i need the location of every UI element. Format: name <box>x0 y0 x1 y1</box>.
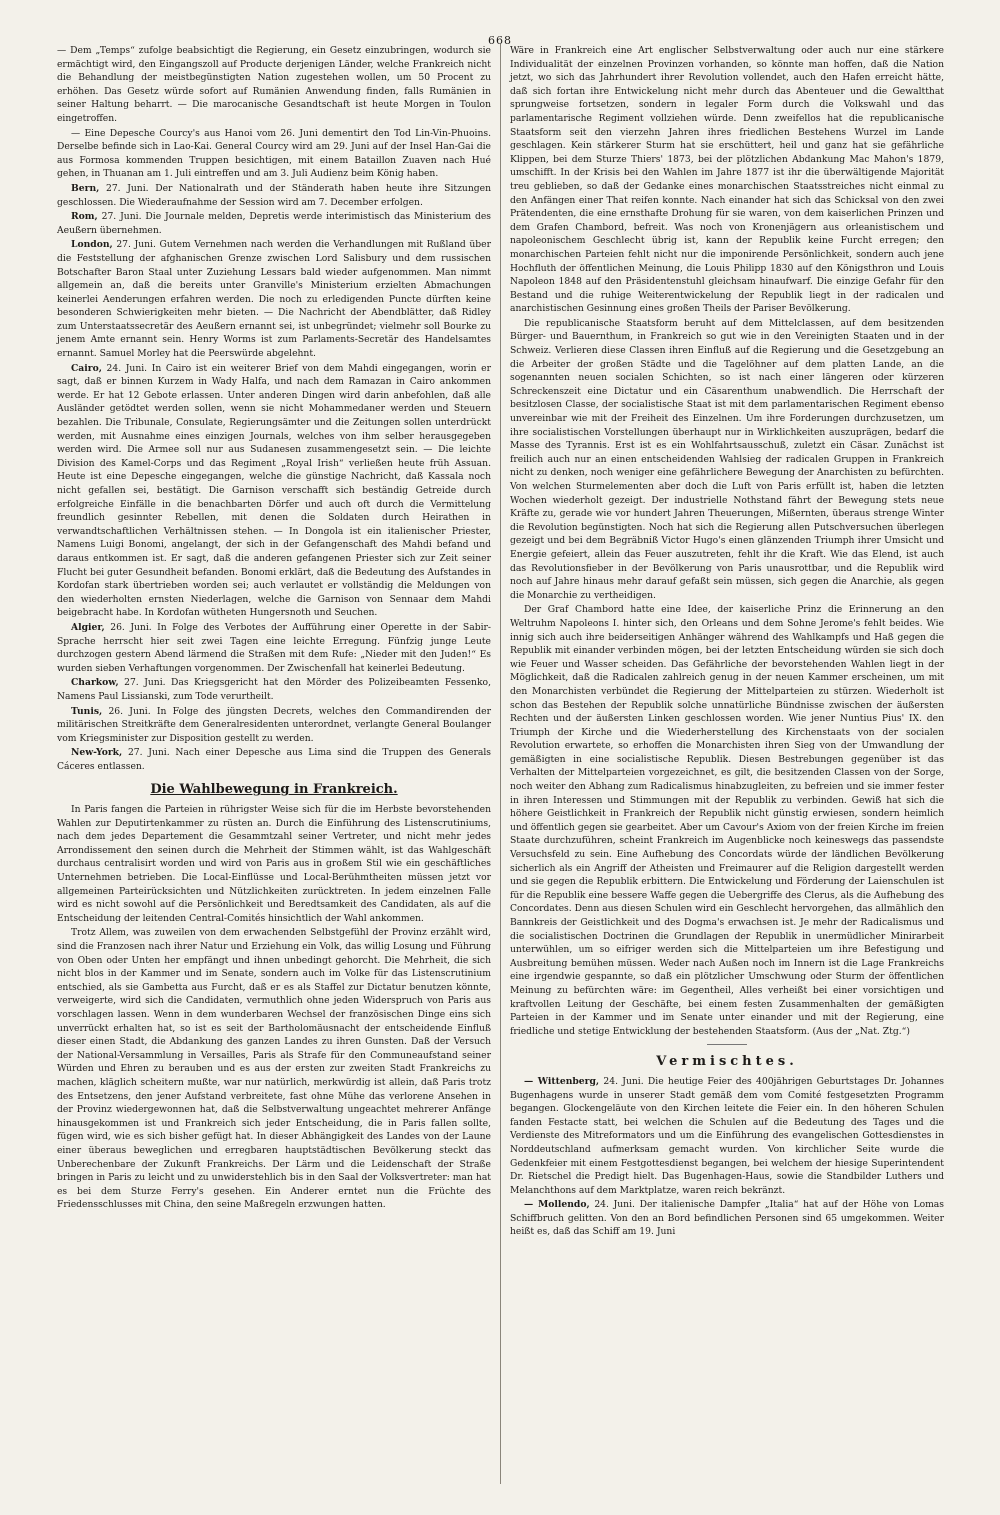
dateline: Bern, <box>71 182 100 194</box>
dateline: London, <box>71 239 113 251</box>
dateline: Algier, <box>71 621 105 633</box>
news-item: Rom, 27. Juni. Die Journale melden, Depretis werde interimistisch das Ministerium des Aeußern übernehmen. <box>57 211 491 236</box>
dateline: — Mollendo, <box>524 1199 590 1211</box>
news-item: — Dem „Temps“ zufolge beabsichtigt die Regierung, ein Gesetz einzubringen, wodurch sie ermächtigt wird, den Eingangszoll auf Producte derjenigen Länder, welche Frankreich nicht die Behandlung der meistbegünstigten Nation zugestehen wollen, um 50 Procent zu erhöhen. Das Gesetz würde sofort auf Rumänien Anwendung finden, falls Rumänien in seiner Haltung beharrt. — Die marocanische Gesandtschaft ist heute Morgen in Toulon eingetroffen. <box>57 45 491 124</box>
dateline: — Wittenberg, <box>524 1075 600 1087</box>
dateline: Tunis, <box>71 705 103 717</box>
news-item: New-York, 27. Juni. Nach einer Depesche aus Lima sind die Truppen des Generals Cáceres entlassen. <box>57 747 491 772</box>
dateline: New-York, <box>71 747 123 759</box>
news-item: Charkow, 27. Juni. Das Kriegsgericht hat den Mörder des Polizeibeamten Fessenko, Namens Paul Lissianski, zum Tode verurtheilt. <box>57 677 491 702</box>
article-paragraph: Trotz Allem, was zuweilen von dem erwachenden Selbstgefühl der Provinz erzählt wird, sind die Franzosen nach ihrer Natur und Erziehung ein Volk, das willig Losung und Führung von Oben oder Unten her empfängt und ihnen unbedingt gehorcht. Die Mehrheit, die sich nicht blos in der Kammer und im Senate, sondern auch im Volke für das Listenscrutinium entschied, als sie Gambetta aus Furcht, daß er es als Staffel zur Dictatur benutzen könnte, verweigerte, wird sich die Candidaten, vermuthlich ohne jeden Widerspruch von Paris aus vorschlagen lassen. Wenn in dem wunderbaren Wechsel der französischen Dinge eins sich unverrückt erhalten hat, so ist es seit der Bartholomäusnacht der entscheidende Einfluß dieser einen Stadt, die Abdankung des ganzen Landes zu ihren Gunsten. Daß der Versuch der National-Versammlung in Versailles, Paris als Strafe für den Communeaufstand seiner Würden und Ehren zu berauben und es aus der ersten zur zweiten Stadt Frankreichs zu machen, kläglich scheitern mußte, war nur natürlich, merkwürdig ist allein, daß Paris trotz des Entsetzens, den jener Aufstand verbreitete, fast ohne Mühe das verlorene Ansehen in der Provinz wiedergewonnen hat, daß die Selbstverwaltung ungeachtet mehrerer Anfänge hinausgekommen ist und Frankreich sich jeder Entscheidung, die in Paris fallen sollte, fügen wird, wie es sich bisher gefügt hat. In dieser Abhängigkeit des Landes von der Laune einer überaus beweglichen und erregbaren hauptstädtischen Bevölkerung steckt das Unberechenbare der Zukunft Frankreichs. Der Lärm und die Leidenschaft der Straße bringen in Paris zu leicht und zu unwiderstehlich bis in den Saal der Volksvertreter: man hat es bei dem Sturze Ferry's gesehen. Ein Anderer erntet nun die Früchte des Friedensschlusses mit China, den seine Maßregeln erzwungen hatten. <box>57 927 491 1211</box>
news-item: Cairo, 24. Juni. In Cairo ist ein weiterer Brief von dem Mahdi eingegangen, worin er sagt, daß er binnen Kurzem in Wady Halfa, und nach dem Ramazan in Cairo ankommen werde. Er hat 12 Gebote erlassen. Unter anderen Dingen wird darin anbefohlen, daß alle Ausländer getödtet werden sollen, wenn sie nicht Mohammedaner werden und Steuern bezahlen. Die Tribunale, Consulate, Regierungsämter und die Zeitungen sollen unterdrückt werden, mit Ausnahme eines einzigen Journals, welches von ihm selber herausgegeben werden wird. Die Armee soll nur aus Sudanesen zusammengesetzt sein. — Die leichte Division des Kamel-Corps und das Regiment „Royal Irish“ verließen heute früh Assuan. Heute ist eine Depesche eingegangen, welche die günstige Nachricht, daß Kassala noch nicht gefallen sei, bestätigt. Die Garnison verschafft sich beständig Getreide durch erfolgreiche Einfälle in die benachbarten Dörfer und auch oft durch die Vermittelung freundlich gesinnter Rebellen, mit denen die Soldaten durch Heirathen in verwandtschaftlichen Verhältnissen stehen. — In Dongola ist ein italienischer Priester, Namens Luigi Bonomi, angelangt, der sich in der Gefangenschaft des Mahdi befand und daraus entkommen ist. Er sagt, daß die anderen gefangenen Priester sich zur Zeit seiner Flucht bei guter Gesundheit befanden. Bonomi erklärt, daß die Bedeutung des Aufstandes in Kordofan stark übertrieben worden sei; auch verlautet er vollständig die Meldungen von den wiederholten ernsten Niederlagen, welche die Garnison von Sennaar dem Mahdi beigebracht habe. In Kordofan wütheten Hungersnoth und Seuchen. <box>57 362 491 619</box>
dateline: Charkow, <box>71 677 119 689</box>
dateline: Cairo, <box>71 362 102 374</box>
news-item: London, 27. Juni. Gutem Vernehmen nach werden die Verhandlungen mit Rußland über die Feststellung der afghanischen Grenze zwischen Lord Salisbury und dem russischen Botschafter Baron Staal unter Zuziehung Lessars bald wieder aufgenommen. Man nimmt allgemein an, daß die bereits unter Granville's Ministerium erzielten Abmachungen keinerlei Aenderungen erfahren werden. Die noch zu erledigenden Puncte dürften keine besonderen Schwierigkeiten mehr bieten. — Die Nachricht der Abendblätter, daß Ridley zum Unterstaatssecretär des Aeußern ernannt sei, ist unbegründet; vielmehr soll Bourke zu jenem Amte ernannt sein. Henry Worms ist zum Parlaments-Secretär des Handelsamtes ernannt. Samuel Morley hat die Peerswürde abgelehnt. <box>57 239 491 360</box>
column-divider <box>500 44 501 1484</box>
news-item: Tunis, 26. Juni. In Folge des jüngsten Decrets, welches den Commandirenden der militärischen Streitkräfte dem Generalresidenten unterordnet, verlangte General Boulanger vom Kriegsminister zur Disposition gestellt zu werden. <box>57 705 491 744</box>
article-paragraph: In Paris fangen die Parteien in rührigster Weise sich für die im Herbste bevorstehenden Wahlen zur Deputirtenkammer zu rüsten an. Durch die Einführung des Listenscrutiniums, nach dem jedes Departement die Gesammtzahl seiner Vertreter, und nicht mehr jedes Arrondissement den seinen durch die Mehrheit der Stimmen wählt, ist das Wahlgeschäft durchaus centralisirt worden und wird von Paris aus in großem Stil wie ein geschäftliches Unternehmen betrieben. Die Local-Einflüsse und Local-Berühmtheiten müssen jetzt vor allgemeinen Parteirücksichten und Nützlichkeiten zurücktreten. In jedem einzelnen Falle wird es nicht sowohl auf die Persönlichkeit und Beredtsamkeit des Candidaten, als auf die Entscheidung der leitenden Central-Comités hinsichtlich der Wahl ankommen. <box>57 804 491 924</box>
right-column <box>510 44 944 1240</box>
news-item: Algier, 26. Juni. In Folge des Verbotes der Aufführung einer Operette in der Sabir-Sprache herrscht hier seit zwei Tagen eine leichte Erregung. Fünfzig junge Leute durchzogen gestern Abend lärmend die Straßen mit dem Rufe: „Nieder mit den Juden!“ Es wurden sieben Verhaftungen vorgenommen. Der Zwischenfall hat keinerlei Bedeutung. <box>57 621 492 674</box>
section-heading: Die Wahlbewegung in Frankreich. <box>150 782 398 798</box>
news-item: — Mollendo, 24. Juni. Der italienische Dampfer „Italia“ hat auf der Höhe von Lomas Schiffbruch gelitten. Von den an Bord befindlichen Personen sind 65 umgekommen. Weiter heißt es, daß das Schiff am 19. Juni <box>510 1199 945 1238</box>
section-heading: Vermischtes. <box>656 1054 798 1070</box>
page-number: 668 <box>488 34 512 47</box>
section-rule <box>707 1044 747 1045</box>
article-paragraph: Wäre in Frankreich eine Art englischer Selbstverwaltung oder auch nur eine stärkere Individualität der einzelnen Provinzen vorhanden, so könnte man hoffen, daß die Nation jetzt, wo sich das Jahrhundert ihrer Revolution vollendet, auch den Hafen erreicht hätte, daß sich fortan ihre Entwickelung nicht mehr durch das Abenteuer und die Gewaltthat sprungweise fortsetzen, sondern in legaler Form durch die Volkswahl und das parlamentarische Regiment vollziehen würde. Denn zweifellos hat die republicanische Staatsform seit den vierzehn Jahren ihres friedlichen Bestehens Wurzel im Lande geschlagen. Kein stärkerer Sturm hat sie erschüttert, heil und ganz hat sie gefährliche Klippen, bei dem Sturze Thiers' 1873, bei der plötzlichen Abdankung Mac Mahon's 1879, umschifft. In der Krisis bei den Wahlen im Jahre 1877 ist ihr die überwältigende Majorität treu geblieben, so daß der Gedanke eines monarchischen Staatsstreiches nicht einmal zu den Anfängen einer That reifen konnte. Nach einander hat sich das Schicksal von den zwei Prätendenten, die eine ernsthafte Drohung für sie waren, von dem kaiserlichen Prinzen und dem Grafen Chambord, befreit. Was noch von Kronenjägern aus orleanistischem und napoleonischem Geschlecht übrig ist, kann der Republik keine Furcht erregen; den monarchischen Parteien fehlt nicht nur die imponirende Persönlichkeit, sondern auch jene Hochfluth der öffentlichen Meinung, die Louis Philipp 1830 auf den Königsthron und Louis Napoleon 1848 auf den Präsidentenstuhl gleichsam hinaufwarf. Die einzige Gefahr für den Bestand und die ruhige Weiterentwickelung der Republik liegt in der radicalen und anarchistischen Gesinnung eines großen Theils der Pariser Bevölkerung. <box>510 45 944 315</box>
article-paragraph: Der Graf Chambord hatte eine Idee, der kaiserliche Prinz die Erinnerung an den Weltruhm Napoleons I. hinter sich, den Orleans und dem Sohne Jerome's fehlt beides. Wie innig sich auch ihre beiderseitigen Anhänger während des Wahlkampfs und Haß gegen die Republik mit einander verbinden mögen, bei der letzten Entscheidung würden sie sich doch wie Feuer und Wasser scheiden. Das Gefährliche der bevorstehenden Wahlen liegt in der Möglichkeit, daß die Radicalen zahlreich genug in der neuen Kammer erscheinen, um mit den Monarchisten verbündet die Regierung der Mittelparteien zu stürzen. Wiederholt ist schon das Bestehen der Republik solche unnatürliche Bündnisse zwischen der äußersten Rechten und der äußersten Linken geschlossen worden. Wie jener Nuntius Pius' IX. den Triumph der Kirche und die Wiederherstellung des Kirchenstaats von der socialen Revolution erwartete, so erhoffen die Monarchisten ihren Sieg von der Umwandlung der gemäßigten in eine socialistische Republik. Diesen Bestrebungen gegenüber ist das Verhalten der Mittelparteien vorgezeichnet, es gilt, die besitzenden Classen von der Sorge, noch weiter den Abhang zum Radicalismus hinabzugleiten, zu befreien und sie immer fester in ihren Interessen und Stimmungen mit der Republik zu verbinden. Gewiß hat sich die höhere Geistlichkeit in Frankreich der Republik nicht günstig erwiesen, sondern heimlich und öffentlich gegen sie gearbeitet. Aber um Cavour's Axiom von der freien Kirche im freien Staate durchzuführen, scheint Frankreich im Augenblicke noch keineswegs das passendste Versuchsfeld zu sein. Eine Aufhebung des Concordats würde der ländlichen Bevölkerung sicherlich als ein Angriff der Atheisten und Freimaurer auf die Religion dargestellt werden und sie gegen die Republik erbittern. Die Entwickelung und Förderung der Laienschulen ist für die Republik eine bessere Waffe gegen die Uebergriffe des Clerus, als die Aufhebung des Concordates. Denn aus diesen Schulen wird ein Geschlecht hervorgehen, das allmählich den Bannkreis der Geistlichkeit und des Dogma's erwachsen ist. Je mehr der Radicalismus und die socialistischen Doctrinen die Grundlagen der Republik in unermüdlicher Minirarbeit unterwühlen, um so eifriger werden sich die Mittelparteien um ihre Befestigung und Ausbreitung bemühen müssen. Weder nach Außen noch im Innern ist die Lage Frankreichs eine irgendwie gespannte, so daß ein plötzlicher Umschwung oder Sturm der öffentlichen Meinung zu befürchten wäre: im Gegentheil, Alles verheißt bei einer vorsichtigen und kraftvollen Leitung der Geschäfte, bei einem festen Zusammenhalten der gemäßigten Parteien in der Kammer und im Senate unter einander und mit der Regierung, eine friedliche und stetige Entwicklung der bestehenden Staatsform. (Aus der „Nat. Ztg.“) <box>510 604 944 1037</box>
news-item: — Wittenberg, 24. Juni. Die heutige Feier des 400jährigen Geburtstages Dr. Johannes Bugenhagens wurde in unserer Stadt gemäß dem vom Comité festgesetzten Programm begangen. Glockengeläute von den Kirchen leitete die Feier ein. In den höheren Schulen fanden Festacte statt, bei welchen die Schulen auf die Bedeutung des Tages und die Verdienste des Mitreformators und um die Einführung des evangelischen Gottesdienstes in Norddeutschland aufmerksam gemacht wurden. Von kirchlicher Seite wurde die Gedenkfeier mit einem Festgottesdienst begangen, bei welchem der hiesige Superintendent Dr. Rietschel die Predigt hielt. Das Bugenhagen-Haus, sowie die Standbilder Luthers und Melanchthons auf dem Marktplatze, waren reich bekränzt. <box>510 1075 944 1196</box>
news-item: — Eine Depesche Courcy's aus Hanoi vom 26. Juni dementirt den Tod Lin-Vin-Phuoins. Derselbe befinde sich in Lao-Kai. General Courcy wird am 29. Juni auf der Insel Han-Gai die aus Formosa kommenden Truppen besichtigen, mit einem Bataillon Zuaven nach Hué gehen, in Thuanan am 1. Juli eintreffen und am 3. Juli Audienz beim König haben. <box>57 127 491 180</box>
left-column <box>57 44 491 1213</box>
article-paragraph: Die republicanische Staatsform beruht auf dem Mittelclassen, auf dem besitzenden Bürger- und Bauernthum, in Frankreich so gut wie in den Vereinigten Staaten und in der Schweiz. Verlieren diese Classen ihren Einfluß auf die Regierung und die Gesetzgebung an die Arbeiter der großen Städte und die Tagelöhner auf dem platten Lande, an die sogenannten neuen socialen Schichten, so ist nach einer längeren oder kürzeren Schreckenszeit eine Dictatur und ein Cäsarenthum unabwendlich. Die Herrschaft der besitzlosen Classe, der socialistische Staat ist mit dem parlamentarischen Regiment ebenso unvereinbar wie mit der Freiheit des Einzelnen. Um ihre Forderungen durchzusetzen, um ihre socialistischen Vorstellungen überhaupt nur in Wirklichkeiten auszuprägen, bedarf die Masse des Tyrannis. Erst ist es ein Wohlfahrtsausschuß, zuletzt ein Cäsar. Zunächst ist freilich auch nur an einen entscheidenden Wahlsieg der radicalen Gruppen in Frankreich nicht zu denken, noch weniger eine gefährlichere Bewegung der Anarchisten zu befürchten. Von welchen Sturmelementen aber doch die Luft von Paris erfüllt ist, haben die letzten Wochen wiederholt gezeigt. Der industrielle Nothstand fährt der Bewegung stets neue Kräfte zu, gerade wie vor hundert Jahren Theuerungen, Mißernten, überaus strenge Winter die Revolution begünstigten. Noch hat sich die Regierung allen Putschversuchen überlegen gezeigt und bei dem Begräbniß Victor Hugo's einen glänzenden Triumph ihrer Umsicht und Energie gefeiert, allein das Feuer auszutreten, fehlt ihr die Kraft. Wie das Elend, ist auch das Revolutionsfieber in der Bevölkerung von Paris unausrottbar, und die Republik wird noch auf Jahre hinaus mehr darauf gefaßt sein müssen, sich gegen die Anarchie, als gegen die Monarchie zu vertheidigen. <box>510 317 944 601</box>
news-item: Bern, 27. Juni. Der Nationalrath und der Ständerath haben heute ihre Sitzungen geschlossen. Die Wiederaufnahme der Session wird am 7. December erfolgen. <box>57 182 492 208</box>
dateline: Rom, <box>71 211 98 223</box>
